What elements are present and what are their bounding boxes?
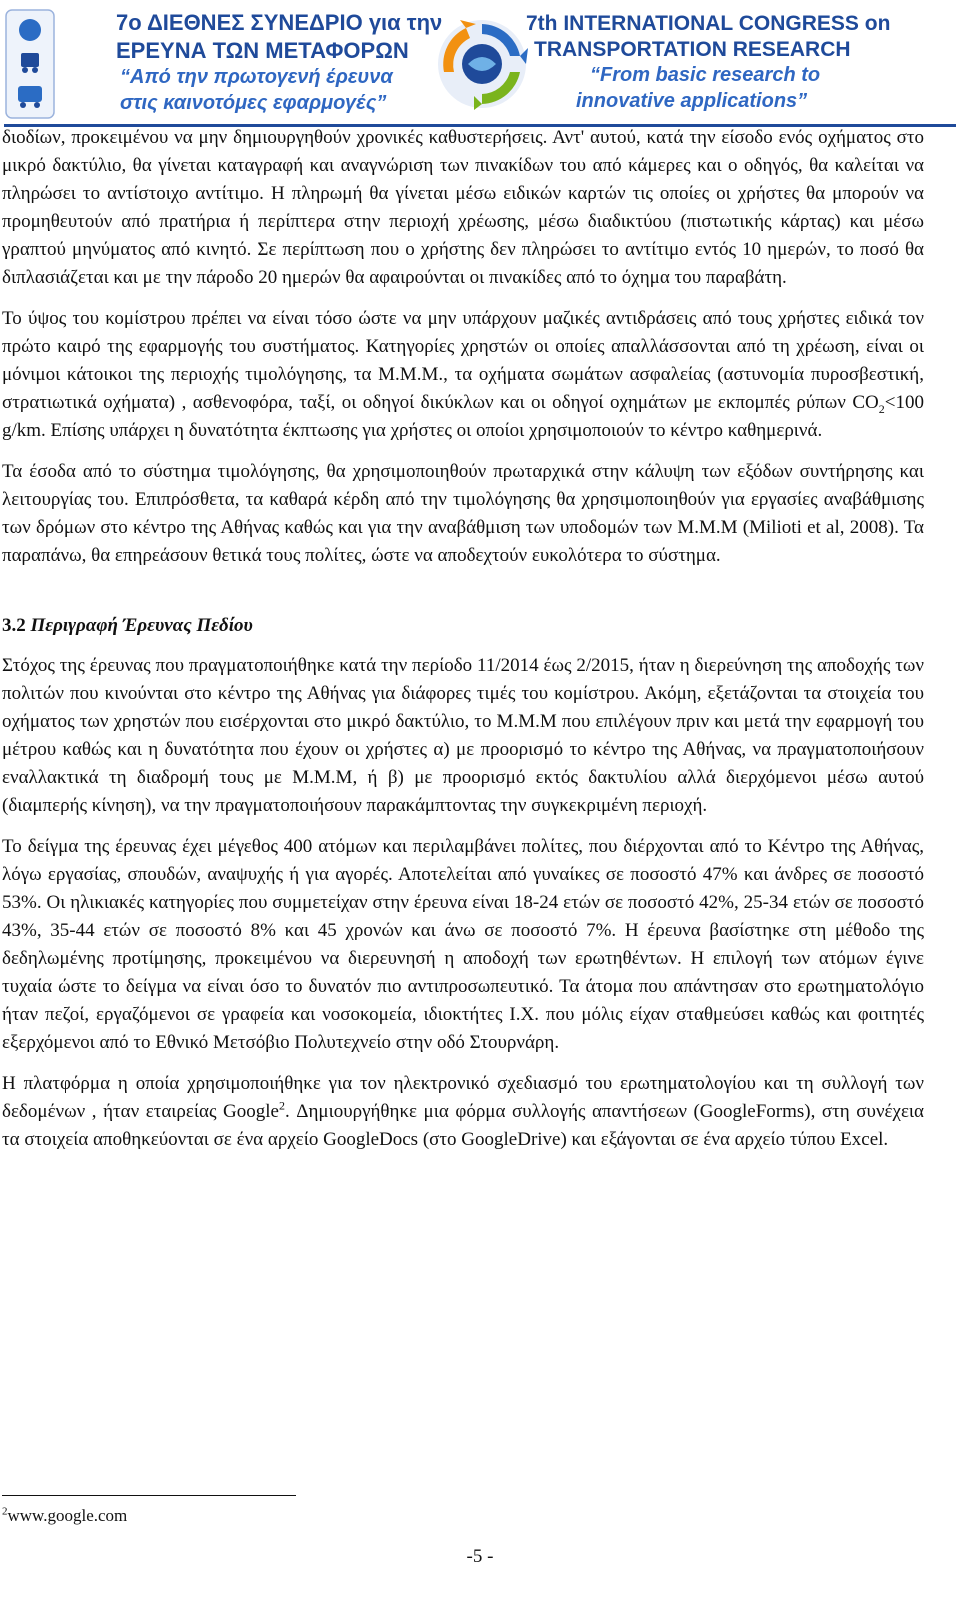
greek-subtitle-2: στις καινοτόμες εφαρμογές”	[120, 92, 387, 114]
page-number: -5 -	[466, 1546, 494, 1567]
congress-logo-icon	[432, 10, 532, 116]
greek-title-2: ΕΡΕΥΝΑ ΤΩΝ ΜΕΤΑΦΟΡΩΝ	[116, 38, 409, 63]
paragraph-exemptions-part-1: Το ύψος του κομίστρου πρέπει να είναι τόσο ώστε να μην υπάρχουν μαζικές αντιδράσεις από τους χρήστες ειδικά τον πρώτο καιρό της εφαρμογής του συστήματος. Κατηγορίες χρηστών οι οποίες απαλλάσσονται από τη χρέωση, είναι οι μόνιμοι κάτοικοι της περιοχής τιμολόγησης, τα Μ.Μ.Μ., τα οχήματα σωμάτων ασφαλείας (αστυνομία πυροσβεστική, στρατιωτικά οχήματα) , ασθενοφόρα, ταξί, οι οδηγοί δικύκλων και οι οδηγοί οχημάτων με εκπομπές ρύπων CO	[2, 308, 924, 413]
english-title-2: TRANSPORTATION RESEARCH	[534, 38, 851, 61]
paragraph-revenue: Τα έσοδα από το σύστημα τιμολόγησης, θα χρησιμοποιηθούν πρωταρχικά στην κάλυψη των εξόδων συντήρησης και λειτουργίας του. Επιπρόσθετα, τα καθαρά κέρδη από την τιμολόγησης θα χρησιμοποιηθούν για εργασίες αναβάθμισης των δρόμων στο κέντρο της Αθήνας καθώς και για την αναβάθμιση των υποδομών των Μ.Μ.Μ (Milioti et al, 2008). Τα παραπάνω, θα επηρεάσουν θετικά τους πολίτες, ώστε να αποδεχτούν ευκολότερα το σύστημα.	[2, 461, 924, 566]
conference-banner	[4, 4, 956, 122]
banner-english	[524, 4, 956, 122]
co2-subscript: 2	[878, 401, 885, 416]
section-number: 3.2	[2, 615, 26, 636]
paragraph-platform-part-1: Η πλατφόρμα η οποία χρησιμοποιήθηκε για τον ηλεκτρονικό σχεδιασμό του ερωτηματολογίου και τη συλλογή των δεδομένων , ήταν εταιρείας Google	[2, 1073, 924, 1122]
footnote-text[interactable]: www.google.com	[7, 1506, 128, 1525]
greek-subtitle-1: “Από την πρωτογενή έρευνα	[120, 66, 393, 88]
paragraph-exemptions-part-2: <100 g/km. Επίσης υπάρχει η δυνατότητα έκπτωσης για χρήστες οι οποίοι χρησιμοποιούν το κέντρο καθημερινά.	[2, 392, 924, 441]
english-subtitle-1: “From basic research to	[590, 64, 821, 86]
paragraph-platform	[2, 1070, 924, 1154]
page-body	[2, 124, 924, 1167]
footnote-mark: 2	[2, 1505, 8, 1518]
banner-greek	[4, 4, 443, 122]
footnote	[2, 1505, 127, 1527]
footnote-reference[interactable]: 2	[278, 1098, 285, 1113]
paragraph-platform-part-2: . Δημιουργήθηκε μια φόρμα συλλογής απαντήσεων (GoogleForms), στη συνέχεια τα στοιχεία αποθηκεύονται σε ένα αρχείο GoogleDocs (στο GoogleDrive) και εξάγονται σε ένα αρχείο τύπου Excel.	[2, 1101, 924, 1150]
english-subtitle-2: innovative applications”	[576, 90, 808, 112]
paragraph-tolls: διοδίων, προκειμένου να μην δημιουργηθούν χρονικές καθυστερήσεις. Αντ' αυτού, κατά την είσοδο ενός οχήματος στο μικρό δακτύλιο, θα γίνεται καταγραφή και αναγνώριση των πινακίδων του από κάμερες και ο οδηγός, θα καλείται να πληρώσει το αντίστοιχο αντίτιμο. Η πληρωμή θα γίνεται μέσω ειδικών καρτών τις οποίες οι χρήστες θα μπορούν να προμηθευτούν από πρατήρια ή περίπτερα στην περιοχή χρέωσης, μέσω διαδικτύου (πιστωτικής κάρτας) και μέσω γραπτού μηνύματος από κινητό. Σε περίπτωση που ο χρήστης δεν πληρώσει το αντίτιμο εντός 10 ημερών, το ποσό θα διπλασιάζεται και με την πάροδο 20 ημερών θα αφαιρούνται οι πινακίδες από το όχημα του παραβάτη.	[2, 127, 924, 288]
greek-title-1: 7ο ΔΙΕΘΝΕΣ ΣΥΝΕΔΡΙΟ για την	[116, 10, 443, 35]
english-title-1: 7th INTERNATIONAL CONGRESS on	[526, 12, 891, 35]
paragraph-sample: Το δείγμα της έρευνας έχει μέγεθος 400 ατόμων και περιλαμβάνει πολίτες, που διέρχονται από το Κέντρο της Αθήνας, λόγω εργασίας, σπουδών, αναψυχής ή για αγορές. Αποτελείται από γυναίκες σε ποσοστό 47% και άνδρες σε ποσοστό 53%. Οι ηλικιακές κατηγορίες που συμμετείχαν στην έρευνα είναι 18-24 ετών σε ποσοστό 42%, 25-34 ετών σε ποσοστό 43%, 35-44 ετών σε ποσοστό 8% και 45 χρονών και άνω σε ποσοστό 7%. Η έρευνα βασίστηκε στη μέθοδο της δεδηλωμένης προτίμησης, προκειμένου να διερευνησή η αποδοχή των ερωτηθέντων. Η επιλογή των ατόμων έγινε τυχαία ώστε το δείγμα να είναι όσο το δυνατόν πιο αντιπροσωπευτικό. Τα άτομα που απάντησαν στο ερωτηματολόγιο ήταν πεζοί, εργαζόμενοι σε γραφεία και νοσοκομεία, ιδιοκτήτες Ι.Χ. που μόλις είχαν σταθμεύσει καθώς και φοιτητές εξερχόμενοι από το Εθνικό Μετσόβιο Πολυτεχνείο στην οδό Στουρνάρη.	[2, 836, 924, 1053]
section-heading	[2, 612, 924, 640]
paragraph-exemptions	[2, 305, 924, 445]
section-title: Περιγραφή Έρευνας Πεδίου	[30, 615, 253, 636]
footnote-divider	[2, 1495, 296, 1496]
paragraph-survey-goal: Στόχος της έρευνας που πραγματοποιήθηκε κατά την περίοδο 11/2014 έως 2/2015, ήταν η διερεύνηση της αποδοχής των πολιτών που κινούνται στο κέντρο της Αθήνας για διάφορες τιμές του κομίστρου. Ακόμη, εξετάζονται τα στοιχεία του οχήματος των χρηστών που εισέρχονται στο μικρό δακτύλιο, το Μ.Μ.Μ που επιλέγουν πριν και μετά την εφαρμογή του μέτρου καθώς και η δυνατότητα που έχουν οι χρήστες α) με προορισμό το κέντρο της Αθήνας, να πραγματοποιήσουν εναλλακτικά τη διαδρομή τους με Μ.Μ.Μ, ή β) με προορισμό εκτός δακτυλίου αλλά διερχόμενοι μέσω αυτού (διαμπερής κίνηση), να την πραγματοποιήσουν παρακάμπτοντας την συγκεκριμένη περιοχή.	[2, 655, 924, 816]
